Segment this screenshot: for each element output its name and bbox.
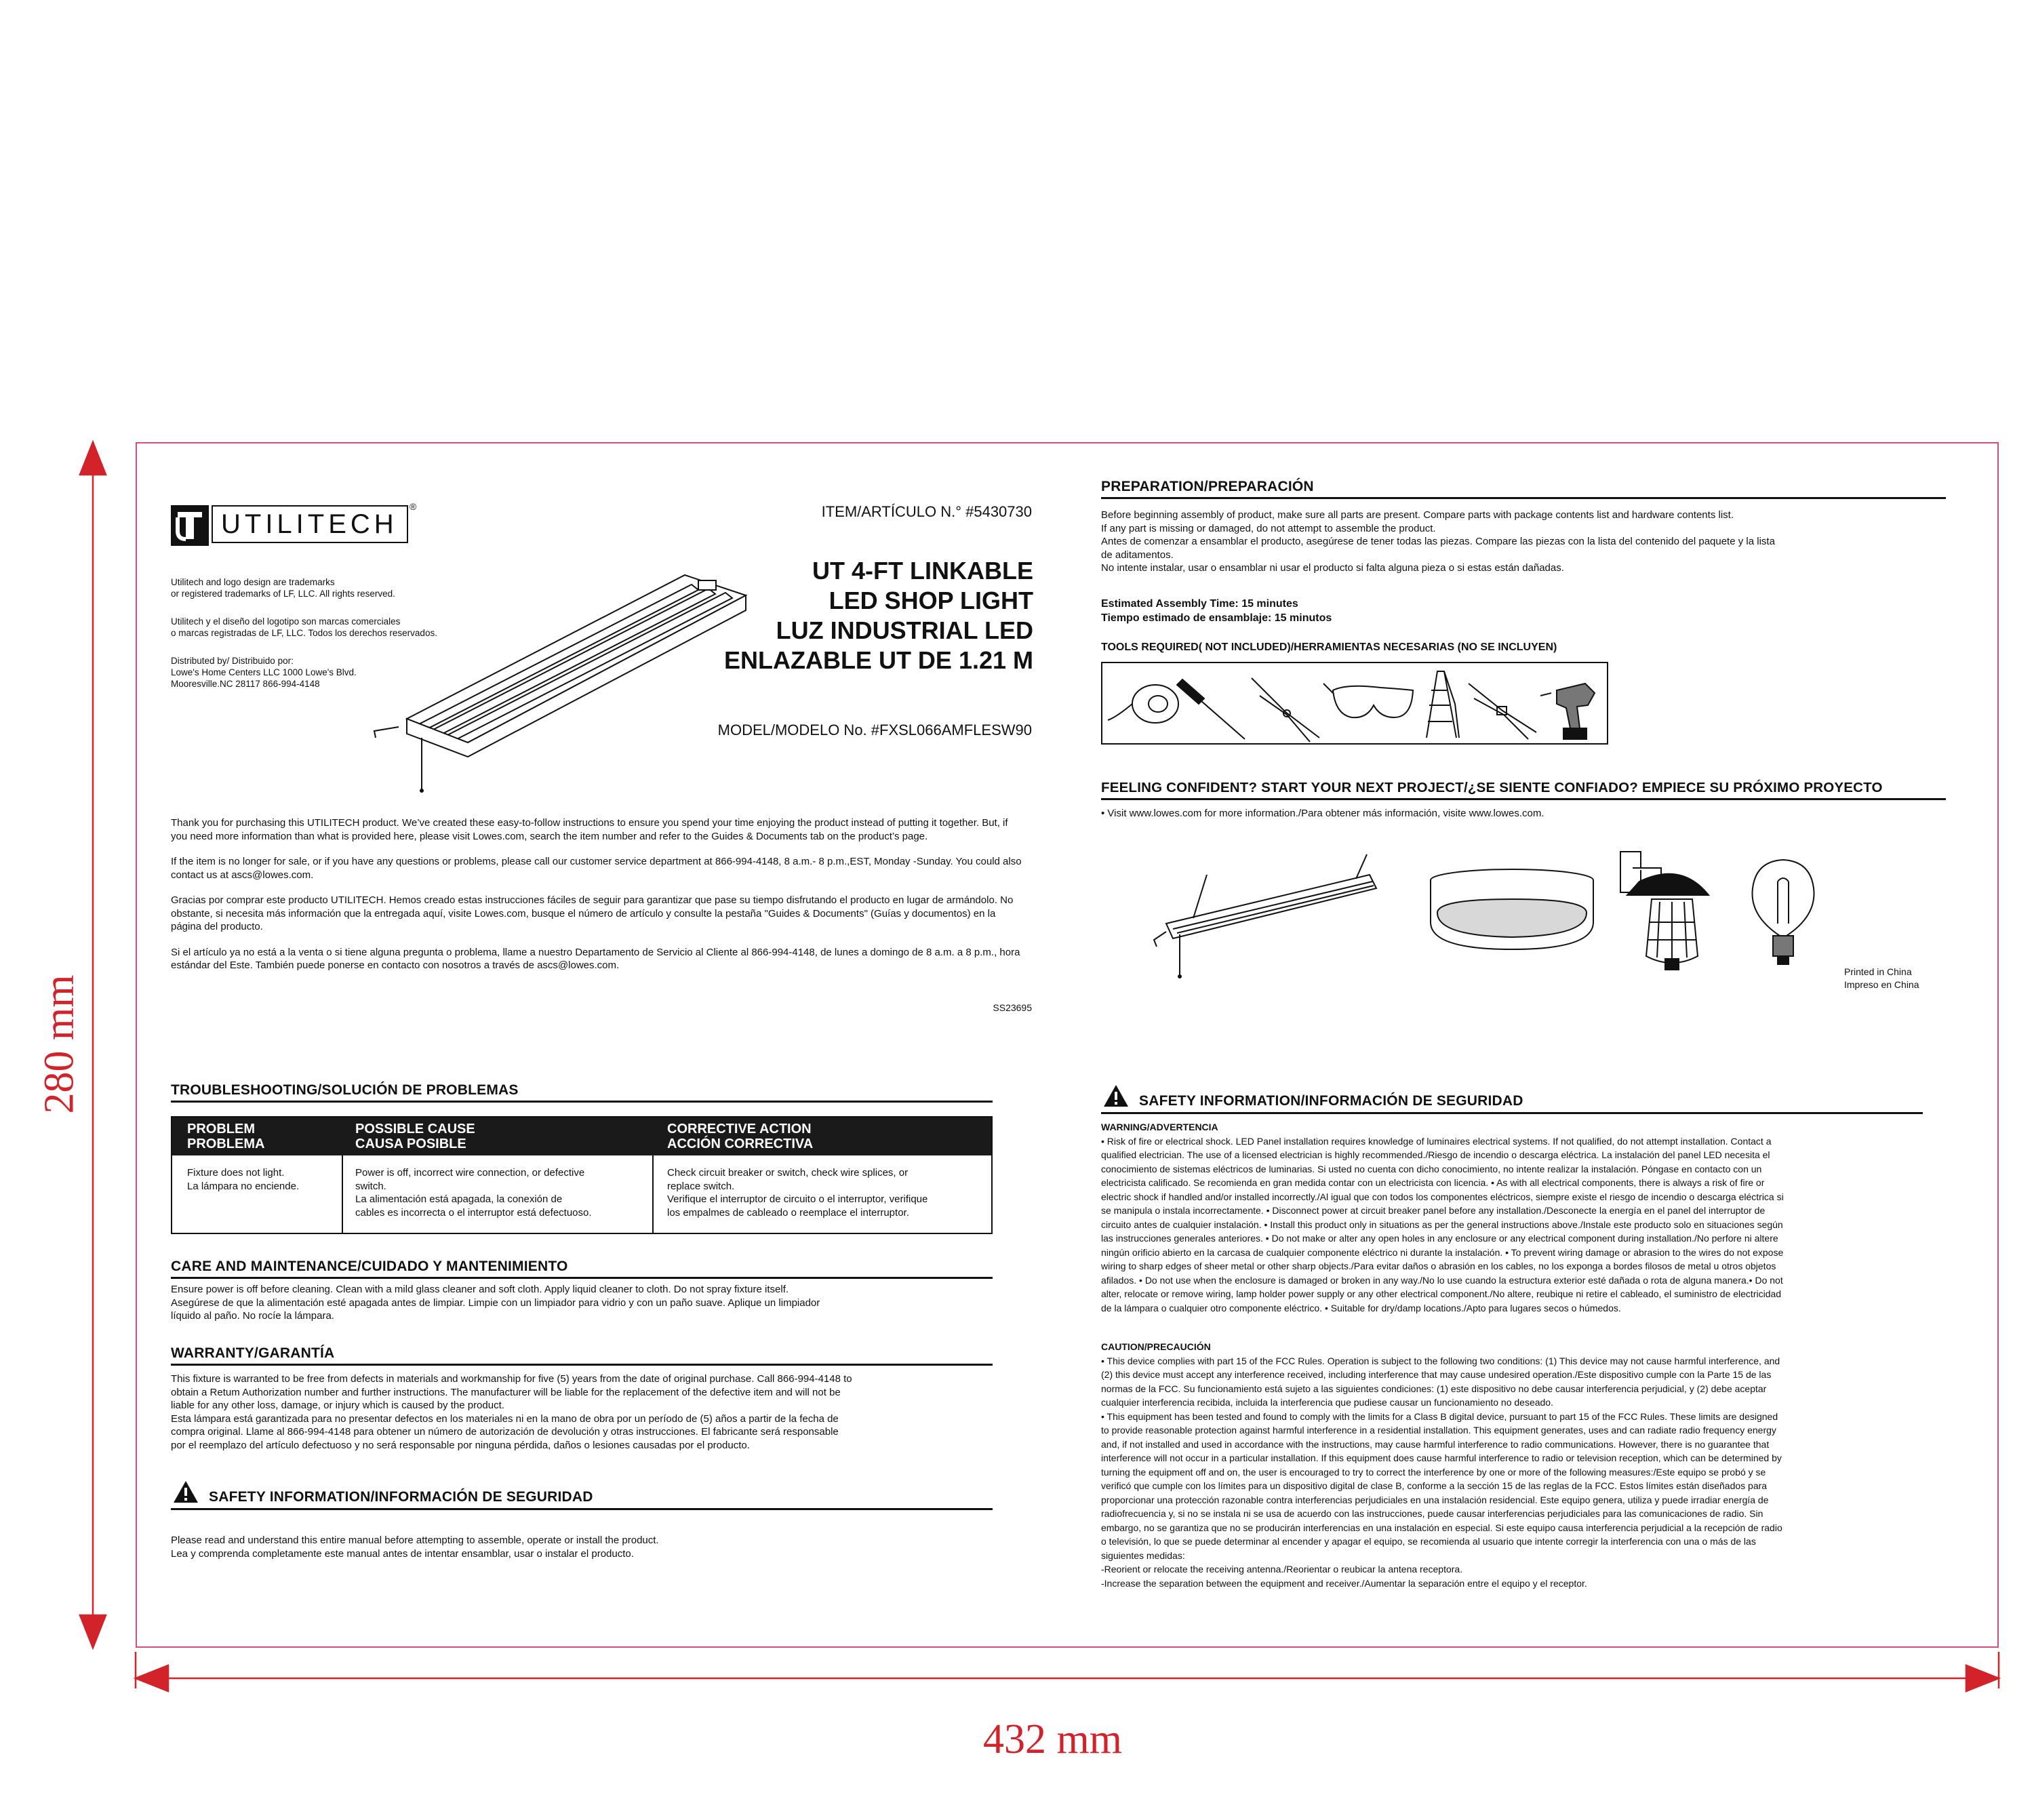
screwdriver-icon <box>1177 679 1245 739</box>
linkable-light-icon <box>1154 854 1376 978</box>
left-safety-heading-row <box>171 1480 993 1510</box>
table-row-problem: Fixture does not light. La lámpara no enciende. <box>187 1167 300 1192</box>
product-title: UT 4-FT LINKABLE LED SHOP LIGHT LUZ INDUSTRIAL LED ENLAZABLE UT DE 1.21 M <box>723 557 1033 674</box>
table-row-cause: Power is off, incorrect wire connection, or defective switch. La alimentación está apagada, la conexión de cables es incorrecta o el interruptor está defectuoso. <box>355 1167 592 1219</box>
visit-text: • Visit www.lowes.com for more information./Para obtener más información, visite www.lowes.com. <box>1101 808 1544 819</box>
tools-illustration <box>1102 663 1610 746</box>
outdoor-lantern-icon <box>1620 852 1709 970</box>
table-row-action: Check circuit breaker or switch, check wire splices, or replace switch. Verifique el interruptor de circuito o el interruptor, verifique los empalmes de cableado o reemplace el interruptor. <box>667 1167 928 1219</box>
caution-block: CAUTION/PRECAUCIÓN • This device complies with part 15 of the FCC Rules. Operation is subject to the following two conditions: (1) This device may not cause harmful interference, and (2) this device must accept any interference received, including interference that may cause undesired operation./Este dispositivo cumple con la Parte 15 de las normas de la FCC. Su funcionamiento está sujeto a las siguientes condiciones: (1) este dispositivo no debe causar interferencia perjudicial, y (2) debe aceptar cualquier interferencia recibida, incluida la interferencia que pudiese causar un funcionamiento no deseado. • This equipment has been tested and found to comply with the limits for a Class B digital device, pursuant to part 15 of the FCC Rules. These limits are designed to provide reasonable protection against harmful interference in a residential installation. This equipment generates, uses and can radiate radio frequency energy and, if not installed and used in accordance with the instructions, may cause harmful interference to radio communications. However, there is no guarantee that interference will not occur in a particular installation. If this equipment does cause harmful interference to radio or television reception, which can be determined by turning the equipment off and on, the user is encouraged to try to correct the interference by one or more of the following measures:/Este equipo se probó y se verificó que cumple con los límites para un dispositivo digital de clase B, conforme a la sección 15 de las reglas de la FCC. Estos límites están diseñados para proporcionar una protección razonable contra interferencias perjudiciales en una instalación residencial. Este equipo genera, utiliza y puede irradiar energía de radiofrecuencia y, si no se instala ni se usa de acuerdo con las instrucciones, puede causar interferencias perjudiciales para las comunicaciones de radio. Sin embargo, no se garantiza que no se producirán interferencias en una instalación en especial. Si este equipo causa interferencia perjudicial a la recepción de radio o televisión, lo que se puede determinar al encender y apagar el equipo, se recomienda al usuario que intente corregir la interferencia con una o más de las siguientes medidas: -Reorient or relocate the receiving antenna./Reorientar o reubicar la antena receptora. -Increase the separation between the equipment and receiver./Aumentar la separación entre el equipo y el receptor. <box>1101 1340 1996 1590</box>
safety-glasses-icon <box>1323 684 1413 717</box>
tools-box <box>1101 662 1608 745</box>
preparation-text: Before beginning assembly of product, make sure all parts are present. Compare parts with package contents list and hardware contents list. If any part is missing or damaged, do not attempt to assemble the product. Antes de comenzar a ensamblar el producto, asegúrese de tener todas las piezas. Compare las piezas con la lista del contenido del paquete y la lista de aditamentos. No intente instalar, usar o ensamblar ni usar el producto si falta alguna pieza o si estas están dañadas. <box>1101 509 1775 574</box>
tools-heading: TOOLS REQUIRED( NOT INCLUDED)/HERRAMIENTAS NECESARIAS (NO SE INCLUYEN) <box>1101 641 1557 653</box>
caution-label: CAUTION/PRECAUCIÓN <box>1101 1341 1211 1352</box>
printed-in: Printed in China Impreso en China <box>1844 966 1919 990</box>
registered-mark: ® <box>410 501 417 512</box>
left-safety-text: Please read and understand this entire manual before attempting to assemble, operate or install the product. Lea y comprenda completamente este manual antes de intentar ensamblar, usar o instalar el producto. <box>171 1535 659 1560</box>
height-dimension-label: 280 mm <box>36 974 83 1114</box>
troubleshooting-heading: TROUBLESHOOTING/SOLUCIÓN DE PROBLEMAS <box>171 1082 993 1103</box>
warning-triangle-icon-right <box>1102 1084 1130 1108</box>
width-dimension-label: 432 mm <box>983 1716 1122 1762</box>
intro-text: Thank you for purchasing this UTILITECH product. We’ve created these easy-to-follow instructions to ensure you spend your time enjoying the product instead of putting it together. But, if you need more information than what is provided here, please visit Lowes.com, search the item number and refer to the Guides & Documents tab on the product’s page. If the item is no longer for sale, or if you have any questions or problems, please call our customer service department at 866-994-4148, 8 a.m.- 8 p.m.,EST, Monday -Sunday. You could also contact us at ascs@lowes.com. Gracias por comprar este producto UTILITECH. Hemos creado estas instrucciones fáciles de seguir para garantizar que pase su tiempo disfrutando el producto en lugar de armándolo. No obstante, si necesita más información que la entregada aquí, visite Lowes.com, busque el número de artículo y consulte la pestaña "Guides & Documents" (Guías y documentos) en la página del producto. Si el artículo ya no está a la venta o si tiene alguna pregunta o problema, llame a nuestro Departamento de Servicio al Cliente al 866-994-4148, de lunes a domingo de 8 a.m. a 8 p.m., hora estándar del Este. También puede ponerse en contacto con nosotros a través de ascs@lowes.com. <box>171 817 1022 971</box>
tape-icon <box>1108 685 1178 723</box>
care-text: Ensure power is off before cleaning. Clean with a mild glass cleaner and soft cloth. Apply liquid cleaner to cloth. Do not spray fixture itself. Asegúrese de que la alimentación esté apagada antes de limpiar. Limpie con un limpiador para vidrio y con un paño suave. Aplique un limpiador líquido al paño. No rocíe la lámpara. <box>171 1284 820 1322</box>
item-number: ITEM/ARTÍCULO N.° #5430730 <box>821 503 1032 520</box>
warning-label: WARNING/ADVERTENCIA <box>1101 1122 1218 1132</box>
warranty-text: This fixture is warranted to be free from defects in materials and workmanship for five (5) years from the date of original purchase. Call 866-994-4148 to obtain a Retum Authorization number and further instructions. The manufacturer will be liable for the replacement of the defective item and will not be liable for any other loss, damage, or injury which is caused by the product. Esta lámpara está garantizada para no presentar defectos en los materiales ni en la mano de obra por un período de (5) años a partir de la fecha de compra original. Llame al 866-994-4148 para obtener un número de autorización de devolución y otras instrucciones. El fabricante será responsable por el reemplazo del artículo defectuoso y no será responsable por ninguna pérdida, daños o lesiones causadas por el producto. <box>171 1373 852 1451</box>
distributor-info: Distributed by/ Distribuido por: Lowe's Home Centers LLC 1000 Lowe's Blvd. Mooresville.NC 28117 866-994-4148 <box>171 656 357 689</box>
care-heading: CARE AND MAINTENANCE/CUIDADO Y MANTENIMIENTO <box>171 1259 993 1279</box>
preparation-heading: PREPARATION/PREPARACIÓN <box>1101 479 1946 499</box>
trademark-en: Utilitech and logo design are trademarks or registered trademarks of LF, LLC. All rights reserved. <box>171 577 395 599</box>
logo-wordmark: UTILITECH <box>221 509 398 539</box>
confident-heading: FEELING CONFIDENT? START YOUR NEXT PROJECT/¿SE SIENTE CONFIADO? EMPIECE SU PRÓXIMO PROYECTO <box>1101 780 1946 800</box>
model-number: MODEL/MODELO No. #FXSL066AMFLESW90 <box>717 721 1032 738</box>
logo-mark-icon <box>171 505 209 546</box>
trademark-es: Utilitech y el diseño del logotipo son marcas comerciales o marcas registradas de LF, LLC. Todos los derechos reservados. <box>171 616 437 638</box>
warning-block: WARNING/ADVERTENCIA • Risk of fire or electrical shock. LED Panel installation requires knowledge of luminaires electrical systems. If not qualified, do not attempt installation. Contact a qualified electrician. The use of a licensed electrician is highly recommended./Riesgo de incendio o descarga eléctrica. La instalación del panel LED necesita el conocimiento de sistemas eléctricos de luminarias. Si usted no cuenta con dicho conocimiento, no intente realizar la instalación. Póngase en contacto con un electricista calificado. Se recomienda en gran medida contar con un electricista con licencia. • As with all electrical components, there is always a risk of fire or electric shock if handled and/or installed incorrectly./Al igual que con todos los componentes eléctricos, siempre existe el riesgo de incendio o descarga eléctrica si se manipula o instala incorrectamente. • Disconnect power at circuit breaker panel before any installation./Desconecte la energía en el panel del interruptor de circuito antes de cualquier instalación. • Install this product only in situations as per the general instructions above./Instale este producto solo en situaciones según las instrucciones generales anteriores. • Do not make or alter any open holes in any enclosure or any electrical component during installation./No perfore ni altere ningún orificio abierto en la carcasa de cualquier componente eléctrico ni durante la instalación. • To prevent wiring damage or abrasion to the wires do not expose wiring to sharp edges of sheer metal or other sharp objects./Para evitar daños o abrasión en los cables, no los exponga a bordes filosos de metal u otros objetos afilados. • Do not use when the enclosure is damaged or broken in any way./No lo use cuando la estructura exterior esté dañada o rota de alguna manera.• Do not alter, relocate or remove wiring, lamp holder power supply or any other electrical component./No altere, reubique ni retire el cableado, el suministro de electricidad de la lámpara o cualquier otro componente eléctrico. • Suitable for dry/damp locations./Apto para lugares secos o húmedos. <box>1101 1120 1996 1315</box>
pliers-icon <box>1252 678 1319 742</box>
flush-mount-light-icon <box>1431 869 1593 949</box>
warranty-heading: WARRANTY/GARANTÍA <box>171 1345 993 1366</box>
drill-icon <box>1540 684 1595 739</box>
ladder-icon <box>1427 671 1459 738</box>
troubleshooting-table <box>171 1116 993 1234</box>
brand-logo <box>171 501 417 546</box>
doc-code: SS23695 <box>993 1002 1032 1013</box>
related-products-illustration <box>1153 848 1898 983</box>
left-safety-heading: SAFETY INFORMATION/INFORMACIÓN DE SEGURIDAD <box>209 1489 593 1505</box>
table-header: PROBLEM PROBLEMA POSSIBLE CAUSE CAUSA POSIBLE CORRECTIVE ACTION ACCIÓN CORRECTIVA <box>172 1117 991 1155</box>
wire-stripper-icon <box>1469 684 1536 739</box>
right-safety-heading: SAFETY INFORMATION/INFORMACIÓN DE SEGURIDAD <box>1139 1093 1523 1109</box>
warning-triangle-icon <box>172 1480 199 1504</box>
assembly-time: Estimated Assembly Time: 15 minutes Tiempo estimado de ensamblaje: 15 minutos <box>1101 598 1332 624</box>
edison-bulb-icon <box>1753 860 1814 964</box>
right-safety-heading-row <box>1101 1084 1923 1114</box>
